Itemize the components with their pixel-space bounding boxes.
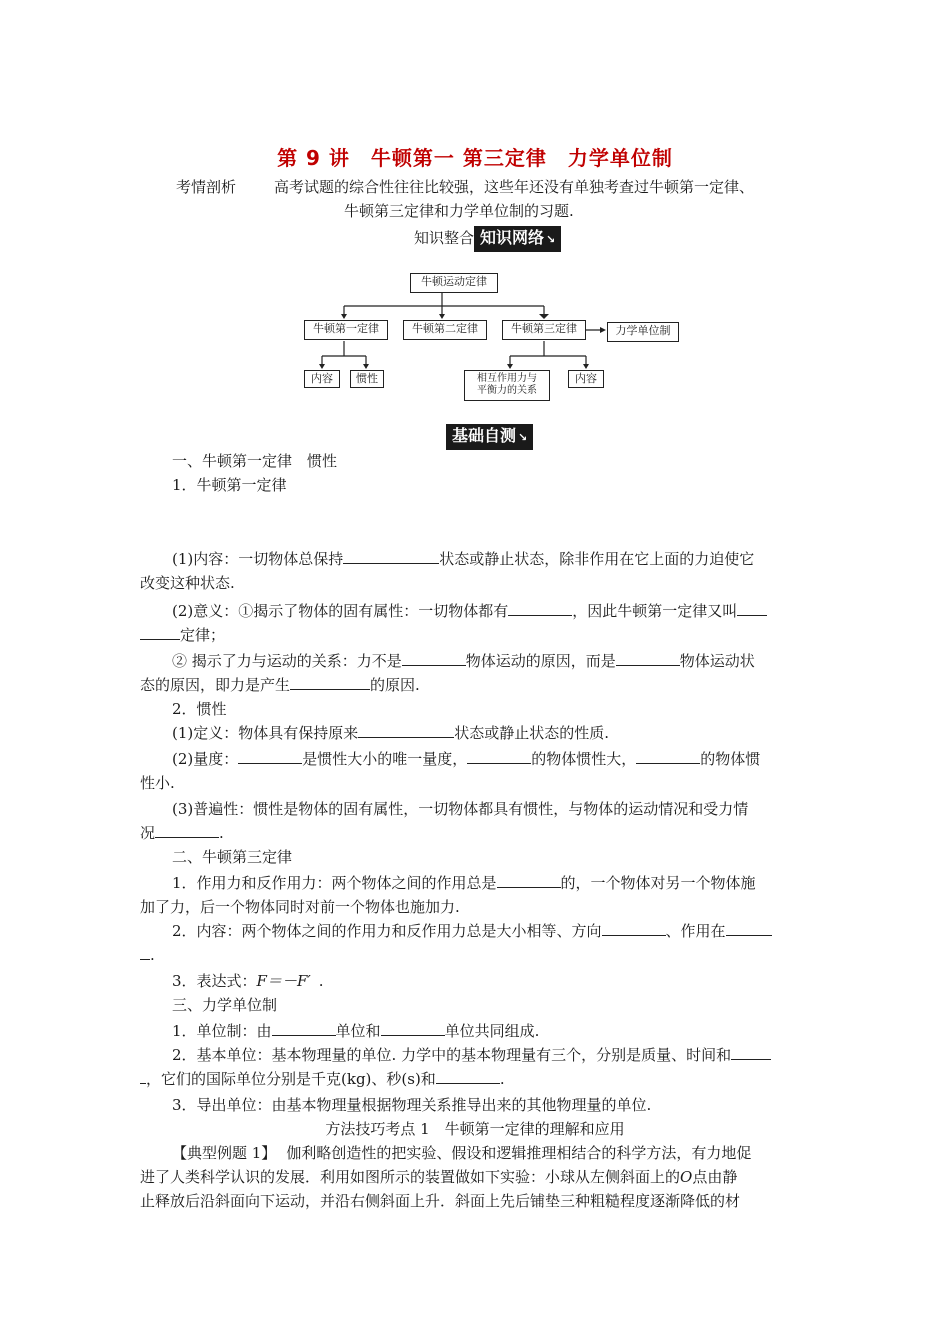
knowledge-network-badge: 知识网络 ↘: [474, 226, 561, 252]
s3-p1: 1．单位制：由 单位和 单位共同组成.: [172, 1022, 540, 1040]
blank: [290, 675, 370, 690]
blank: [140, 945, 150, 960]
box-unit-system: 力学单位制: [607, 322, 679, 342]
blank: [402, 651, 466, 666]
s1-p2-cont: 定律；: [140, 624, 225, 646]
s1-p2: (2)意义：①揭示了物体的固有属性：一切物体都有 ，因此牛顿第一定律又叫: [172, 600, 767, 622]
blank: [343, 549, 439, 564]
box-inertia: 惯性: [350, 370, 384, 388]
s1-p6-cont: 况 .: [140, 824, 224, 842]
s2-p2: 2．内容：两个物体之间的作用力和反作用力总是大小相等、方向 、作用在: [172, 920, 772, 942]
s2-p2-cont: .: [140, 944, 155, 966]
s3-p2: 2．基本单位：基本物理量的单位. 力学中的基本物理量有三个，分别是质量、时间和: [172, 1044, 771, 1066]
s1-p3-cont: 态的原因，即力是产生 的原因.: [140, 676, 420, 694]
box-relation: [464, 370, 550, 401]
arrow-icon: ↘: [546, 233, 556, 246]
box-content-2: 内容: [568, 370, 604, 388]
s1-p1: (1)内容：一切物体总保持 状态或静止状态，除非作用在它上面的力迫使它: [172, 550, 755, 568]
relation-line-2: 平衡力的关系: [477, 385, 537, 396]
box-third-law: 牛顿第三定律: [502, 320, 586, 340]
section3-heading: 三、力学单位制: [172, 996, 278, 1014]
s1-p5-cont: 性小.: [140, 774, 175, 792]
s1-p4: (1)定义：物体具有保持原来 状态或静止状态的性质.: [172, 724, 610, 742]
blank: [636, 749, 700, 764]
box-first-law: 牛顿第一定律: [304, 320, 388, 340]
s2-p1-cont: 加了力，后一个物体同时对前一个物体也施加力.: [140, 898, 460, 916]
example-line-2: 进了人类科学认识的发展．利用如图所示的装置做如下实验：小球从左侧斜面上的O点由静: [140, 1168, 738, 1186]
blank: [155, 823, 219, 838]
s1-p5: (2)量度： 是惯性大小的唯一量度， 的物体惯性大， 的物体惯: [172, 750, 761, 768]
analysis-line-1: [176, 176, 754, 198]
s3-p3: 3．导出单位：由基本物理量根据物理关系推导出来的其他物理量的单位.: [172, 1096, 652, 1114]
example-line-1: 【典型例题 1】 伽利略创造性的把实验、假设和逻辑推理相结合的科学方法，有力地促: [172, 1144, 752, 1162]
blank: [508, 601, 572, 616]
blank: [381, 1021, 445, 1036]
example-label: 【典型例题 1】: [172, 1144, 277, 1162]
blank: [616, 651, 680, 666]
example-line-3: 止释放后沿斜面向下运动，并沿右侧斜面上升．斜面上先后铺垫三种粗糙程度逐渐降低的材: [140, 1192, 741, 1210]
blank: [436, 1069, 500, 1084]
blank: [140, 625, 180, 640]
section1-sub2: 2．惯性: [172, 700, 227, 718]
blank: [497, 873, 561, 888]
blank: [726, 921, 772, 936]
blank: [602, 921, 666, 936]
section1-sub1: 1．牛顿第一定律: [172, 476, 287, 494]
point-o: O: [680, 1168, 693, 1186]
knowledge-diagram: [300, 270, 690, 410]
blank: [737, 601, 767, 616]
blank: [731, 1045, 771, 1060]
box-content-1: 内容: [304, 370, 340, 388]
s1-p6: (3)普遍性：惯性是物体的固有属性，一切物体都具有惯性，与物体的运动情况和受力情: [172, 800, 749, 818]
s1-p1-cont: 改变这种状态.: [140, 574, 235, 592]
blank: [467, 749, 531, 764]
box-newton-laws: 牛顿运动定律: [410, 273, 498, 293]
knowledge-header: [414, 226, 561, 252]
blank: [358, 723, 454, 738]
relation-line-1: 相互作用力与: [477, 373, 537, 384]
section1-heading: 一、牛顿第一定律 惯性: [172, 452, 338, 470]
s3-p2-cont: ，它们的国际单位分别是千克(kg)、秒(s)和 .: [140, 1068, 505, 1090]
formula: F＝－F′: [256, 972, 311, 990]
self-test-header: [446, 424, 533, 450]
knowledge-prefix: 知识整合: [414, 229, 475, 247]
section2-heading: 二、牛顿第三定律: [172, 848, 293, 866]
blank: [238, 749, 302, 764]
blank: [272, 1021, 336, 1036]
box-second-law: 牛顿第二定律: [403, 320, 487, 340]
arrow-icon: ↘: [518, 431, 528, 444]
analysis-text-1: 高考试题的综合性往往比较强，这些年还没有单独考查过牛顿第一定律、: [274, 178, 755, 196]
analysis-label: 考情剖析: [176, 178, 237, 196]
s2-p3: 3．表达式：F＝－F′ .: [172, 972, 324, 990]
method-heading: 方法技巧考点 1 牛顿第一定律的理解和应用: [325, 1120, 625, 1138]
s1-p3: ② 揭示了力与运动的关系：力不是 物体运动的原因，而是 物体运动状: [172, 652, 755, 670]
page-title: 第 9 讲 牛顿第一 第三定律 力学单位制: [277, 146, 673, 170]
self-test-badge: 基础自测 ↘: [446, 424, 533, 450]
analysis-text-2: 牛顿第三定律和力学单位制的习题.: [344, 202, 574, 220]
s2-p1: 1．作用力和反作用力：两个物体之间的作用总是 的，一个物体对另一个物体施: [172, 874, 756, 892]
